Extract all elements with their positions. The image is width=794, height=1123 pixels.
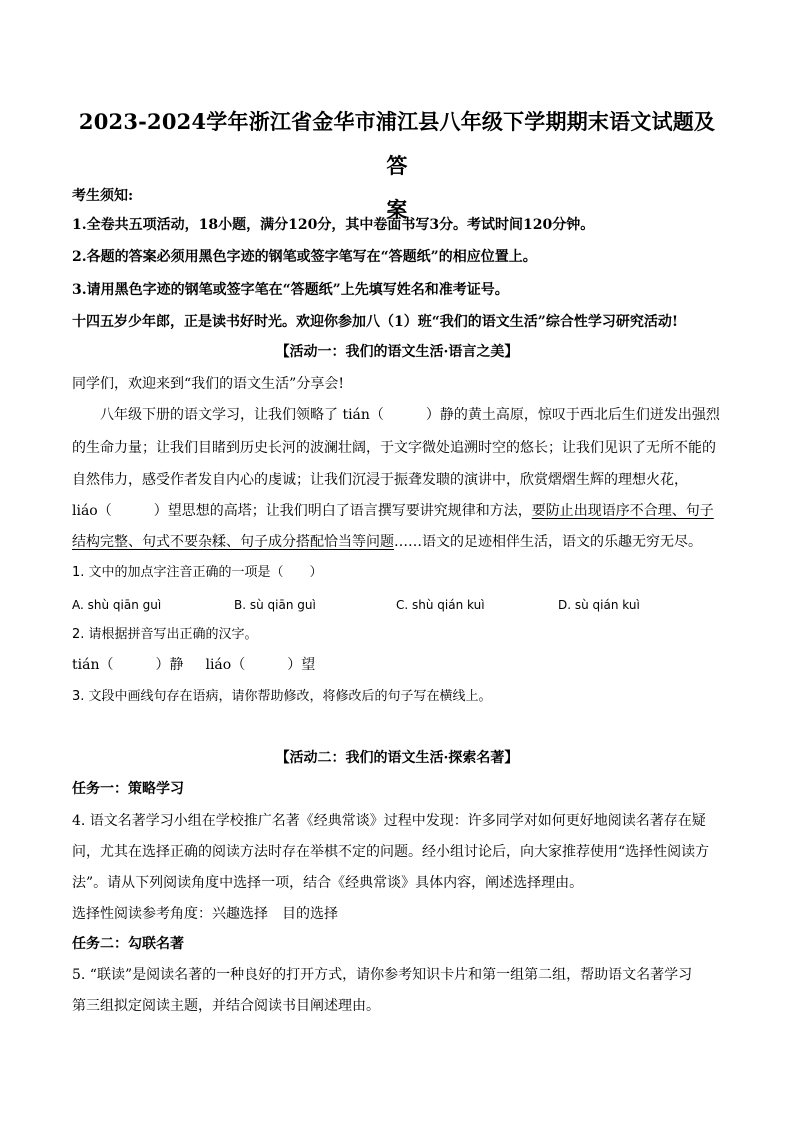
- activity-1-intro: 同学们，欢迎来到“我们的语文生活”分享会!: [72, 376, 344, 392]
- question-4-line-3: 法”。请从下列阅读角度中选择一项，结合《经典常谈》具体内容，阐述选择理由。: [72, 875, 584, 891]
- underlined-sentence-part-1: 要防止出现语序不合理、句子: [531, 503, 714, 519]
- question-4-line-1: 4. 语文名著学习小组在学校推广名著《经典常谈》过程中发现：许多同学对如何更好地阅读名著存在疑: [72, 813, 706, 829]
- notice-item-3: 3.请用黑色字迹的钢笔或签字笔在“答题纸”上先填写姓名和准考证号。: [72, 282, 509, 298]
- blank-tian: tián（ ）静: [72, 657, 184, 673]
- activity-2-heading: 【活动二：我们的语文生活·探索名著】: [275, 750, 519, 766]
- document-title: [72, 100, 722, 232]
- question-3: 3. 文段中画线句存在语病，请你帮助修改，将修改后的句子写在横线上。: [72, 689, 492, 704]
- question-5-line-2: 第三组拟定阅读主题，并结合阅读书目阐述理由。: [72, 998, 380, 1014]
- question-2: 2. 请根据拼音写出正确的汉字。: [72, 627, 258, 642]
- option-a: A. shù qiān guì: [72, 598, 162, 612]
- question-4-line-2: 问，尤其在选择正确的阅读方法时存在举棋不定的问题。经小组讨论后，向大家推荐使用“选择性阅读方: [72, 844, 710, 860]
- title-line-2: 案: [386, 197, 408, 222]
- question-1: 1. 文中的加点字注音正确的一项是（ ）: [72, 565, 323, 580]
- paragraph-line-3: 自然伟力，感受作者发自内心的虔诚；让我们沉浸于振聋发聩的演讲中，欣赏熠熠生辉的理想火花，: [72, 472, 688, 488]
- notice-heading: 考生须知:: [72, 188, 134, 204]
- paragraph-line-2: 的生命力量；让我们目睹到历史长河的波澜壮阔，于文字微处追溯时空的悠长；让我们见识了无所不能的: [72, 440, 716, 456]
- welcome-text: 十四五岁少年郎，正是读书好时光。欢迎你参加八（1）班“我们的语文生活”综合性学习研究活动!: [72, 314, 678, 330]
- question-5-line-1: 5. “联读”是阅读名著的一种良好的打开方式，请你参考知识卡片和第一组第二组，帮助语文名著学习: [72, 967, 693, 983]
- notice-item-1: 1.全卷共五项活动，18小题，满分120分，其中卷面书写3分。考试时间120分钟。: [72, 217, 595, 233]
- activity-1-heading: 【活动一：我们的语文生活·语言之美】: [275, 344, 519, 360]
- question-2-blanks: [72, 654, 722, 676]
- blank-liao: liáo（ ）望: [205, 657, 316, 673]
- paragraph-line-5-text: ……语文的足迹相伴生活，语文的乐趣无穷无尽。: [394, 534, 702, 550]
- task-2-heading: 任务二：勾联名著: [72, 936, 184, 952]
- paragraph-line-4-text: liáo（ ）望思想的高塔；让我们明白了语言撰写要讲究规律和方法，: [72, 503, 532, 519]
- question-4-reference: 选择性阅读参考角度：兴趣选择 目的选择: [72, 906, 338, 922]
- title-line-1: 2023-2024学年浙江省金华市浦江县八年级下学期期末语文试题及答: [78, 109, 716, 178]
- question-1-options: [72, 594, 722, 616]
- paragraph-line-1: 八年级下册的语文学习，让我们领略了 tián（ ）静的黄土高原，惊叹于西北后生们迸发出强烈: [100, 407, 720, 423]
- option-c: C. shù qián kuì: [396, 598, 485, 612]
- paragraph-line-5: [72, 531, 722, 553]
- underlined-sentence-part-2: 结构完整、句式不要杂糅、句子成分搭配恰当等问题: [72, 534, 394, 550]
- option-b: B. sù qiān guì: [234, 598, 316, 612]
- paragraph-line-4: [72, 500, 722, 522]
- option-d: D. sù qián kuì: [558, 598, 640, 612]
- task-1-heading: 任务一：策略学习: [72, 781, 184, 797]
- notice-item-2: 2.各题的答案必须用黑色字迹的钢笔或签字笔写在“答题纸”的相应位置上。: [72, 249, 537, 265]
